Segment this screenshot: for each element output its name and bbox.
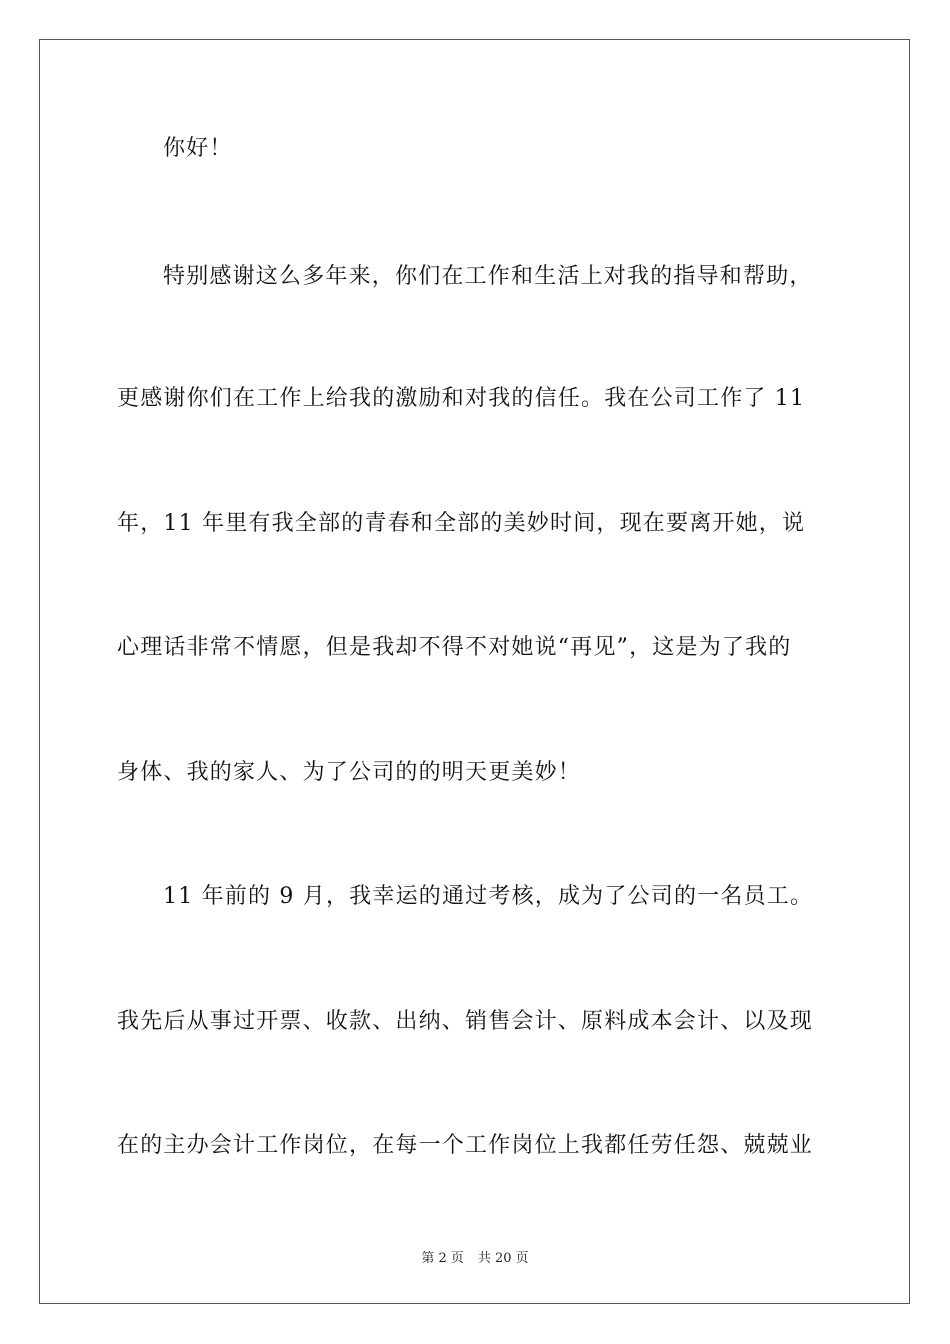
paragraph-line: 11 年前的 9 月，我幸运的通过考核，成为了公司的一名员工。 xyxy=(163,884,814,909)
paragraph-line: 心理话非常不情愿，但是我却不得不对她说“再见”，这是为了我的 xyxy=(117,635,792,660)
paragraph-line: 特别感谢这么多年来，你们在工作和生活上对我的指导和帮助， xyxy=(163,264,813,289)
paragraph-line: 更感谢你们在工作上给我的激励和对我的信任。我在公司工作了 11 xyxy=(117,386,806,411)
paragraph-line: 在的主办会计工作岗位，在每一个工作岗位上我都任劳任怨、兢兢业 xyxy=(117,1133,814,1158)
paragraph-line: 年，11 年里有我全部的青春和全部的美妙时间，现在要离开她，说 xyxy=(117,511,806,536)
page-total: 共 20 页 xyxy=(477,1251,529,1266)
page-frame xyxy=(39,39,910,1304)
paragraph-line: 身体、我的家人、为了公司的的明天更美妙！ xyxy=(117,760,582,785)
page-footer xyxy=(0,1247,950,1266)
greeting-line: 你好！ xyxy=(163,136,233,161)
paragraph-line: 我先后从事过开票、收款、出纳、销售会计、原料成本会计、以及现 xyxy=(117,1009,814,1034)
page-number: 第 2 页 xyxy=(421,1251,464,1266)
